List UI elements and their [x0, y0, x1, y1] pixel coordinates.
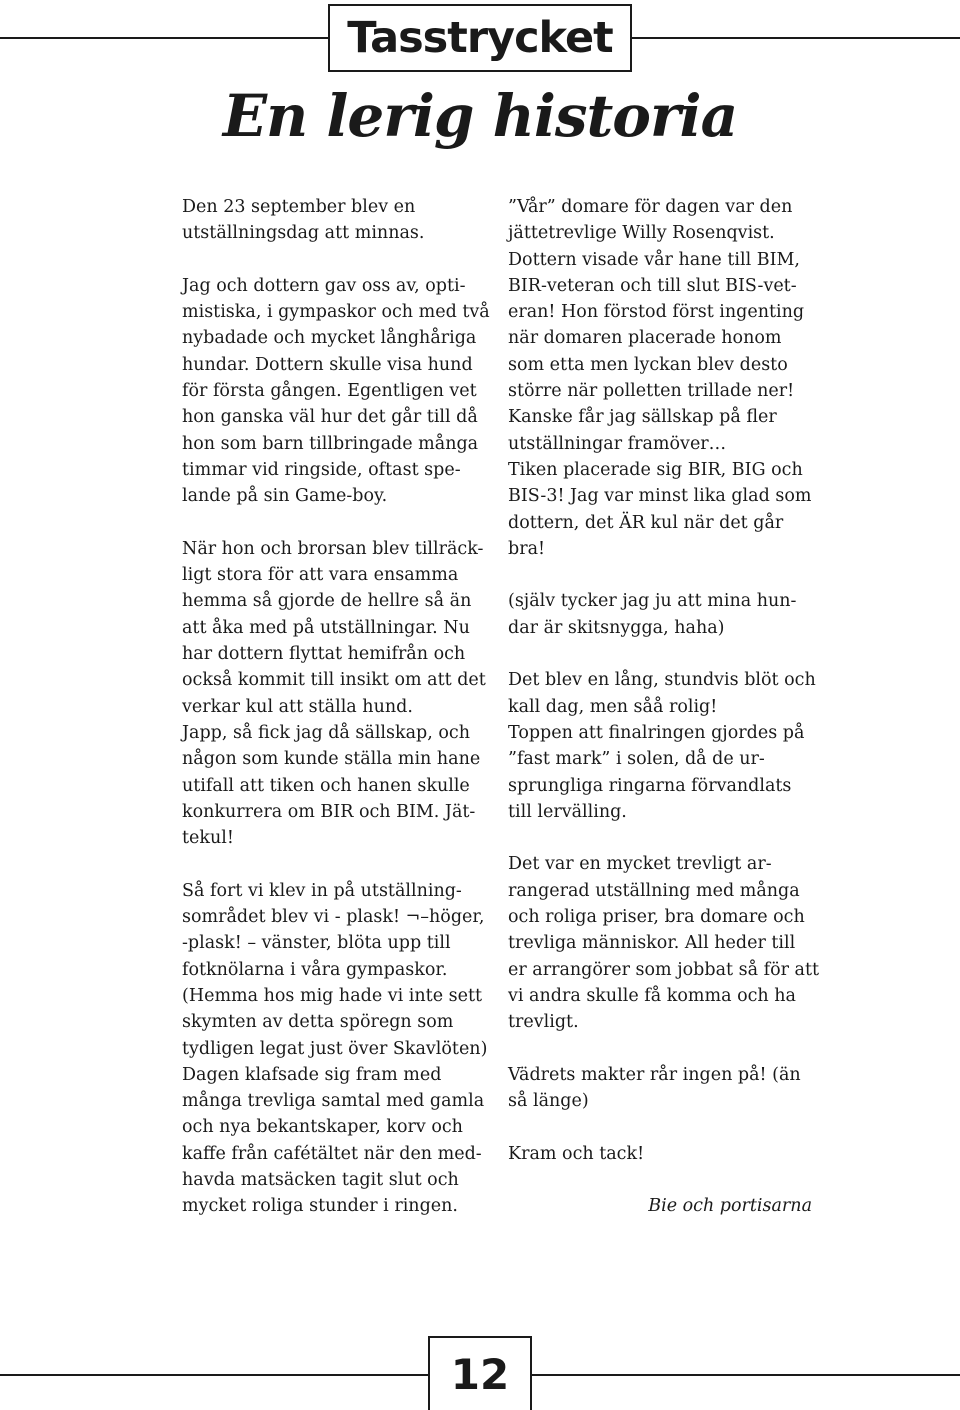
- footer-rule-right: [532, 1374, 960, 1376]
- right-column: [508, 194, 820, 1220]
- paragraph-setting-off: Jag och dottern gav oss av, opti- mistiska, i gympaskor och med två nybadade och mycket långhåriga hundar. Dottern skulle visa hund för första gången. Egentligen vet hon ganska väl hur det går till då hon som barn tillbringade många timmar vid ringside, oftast spe- lande på sin Game-boy.: [182, 275, 490, 507]
- signature: Bie och portisarna: [648, 1196, 812, 1217]
- paragraph-judge: ”Vår” domare för dagen var den jättetrevlige Willy Rosenqvist. Dottern visade vår hane till BIM, BIR-veteran och till slut BIS-vet- eran! Hon förstod först ingenting när domaren placerade honom som etta men lyckan blev desto större när polletten trillade ner! Kanske får jag sällskap på fler utställningar framöver… Tiken placerade sig BIR, BIG och BIS-3! Jag var minst lika glad som dottern, det ÄR kul när det går bra!: [508, 197, 812, 559]
- header-rule-right: [632, 37, 960, 39]
- left-column: [182, 194, 492, 1220]
- page-number: 12: [428, 1336, 532, 1410]
- paragraph-intro: Den 23 september blev en utställningsdag att minnas.: [182, 197, 425, 244]
- paragraph-arrival: Så fort vi klev in på utställning- sområdet blev vi - plask! ¬–höger, -plask! – vänster, blöta upp till fotknölarna i våra gympaskor. (Hemma hos mig hade vi inte sett skymten av detta spöregn som tydligen legat just över Skavlöten) Dagen klafsade sig fram med många trevliga samtal med gamla och nya bekantskaper, korv och kaffe från cafétältet när den med- havda matsäcken tagit slut och mycket roliga stunder i ringen.: [182, 880, 488, 1217]
- article-headline: En lerig historia: [222, 82, 738, 150]
- paragraph-aside: (själv tycker jag ju att mina hun- dar är skitsnygga, haha): [508, 591, 797, 638]
- paragraph-day: Det blev en lång, stundvis blöt och kall dag, men såå rolig! Toppen att finalringen gjordes på ”fast mark” i solen, då de ur- sprungliga ringarna förvandlats till lervälling.: [508, 670, 816, 822]
- paragraph-weather: Vädrets makter rår ingen på! (än så länge): [508, 1064, 801, 1112]
- paragraph-company: När hon och brorsan blev tillräck- ligt stora för att vara ensamma hemma så gjorde de hellre så än att åka med på utställningar. Nu har dottern flyttat hemifrån och också kommit till insikt om att det verkar kul att ställa hund. Japp, så fick jag då sällskap, och någon som kunde ställa min hane utifall att tiken och hanen skulle konkurrera om BIR och BIM. Jät- tekul!: [182, 538, 486, 849]
- masthead-title: Tasstrycket: [328, 4, 632, 72]
- header-rule-left: [0, 37, 328, 39]
- footer-rule-left: [0, 1374, 428, 1376]
- paragraph-thanks-organizers: Det var en mycket trevligt ar- rangerad utställning med många och roliga priser, bra domare och trevliga människor. All heder till er arrangörer som jobbat så för att vi andra skulle få komma och ha trevligt.: [508, 854, 820, 1033]
- paragraph-closing: Kram och tack!: [508, 1143, 645, 1164]
